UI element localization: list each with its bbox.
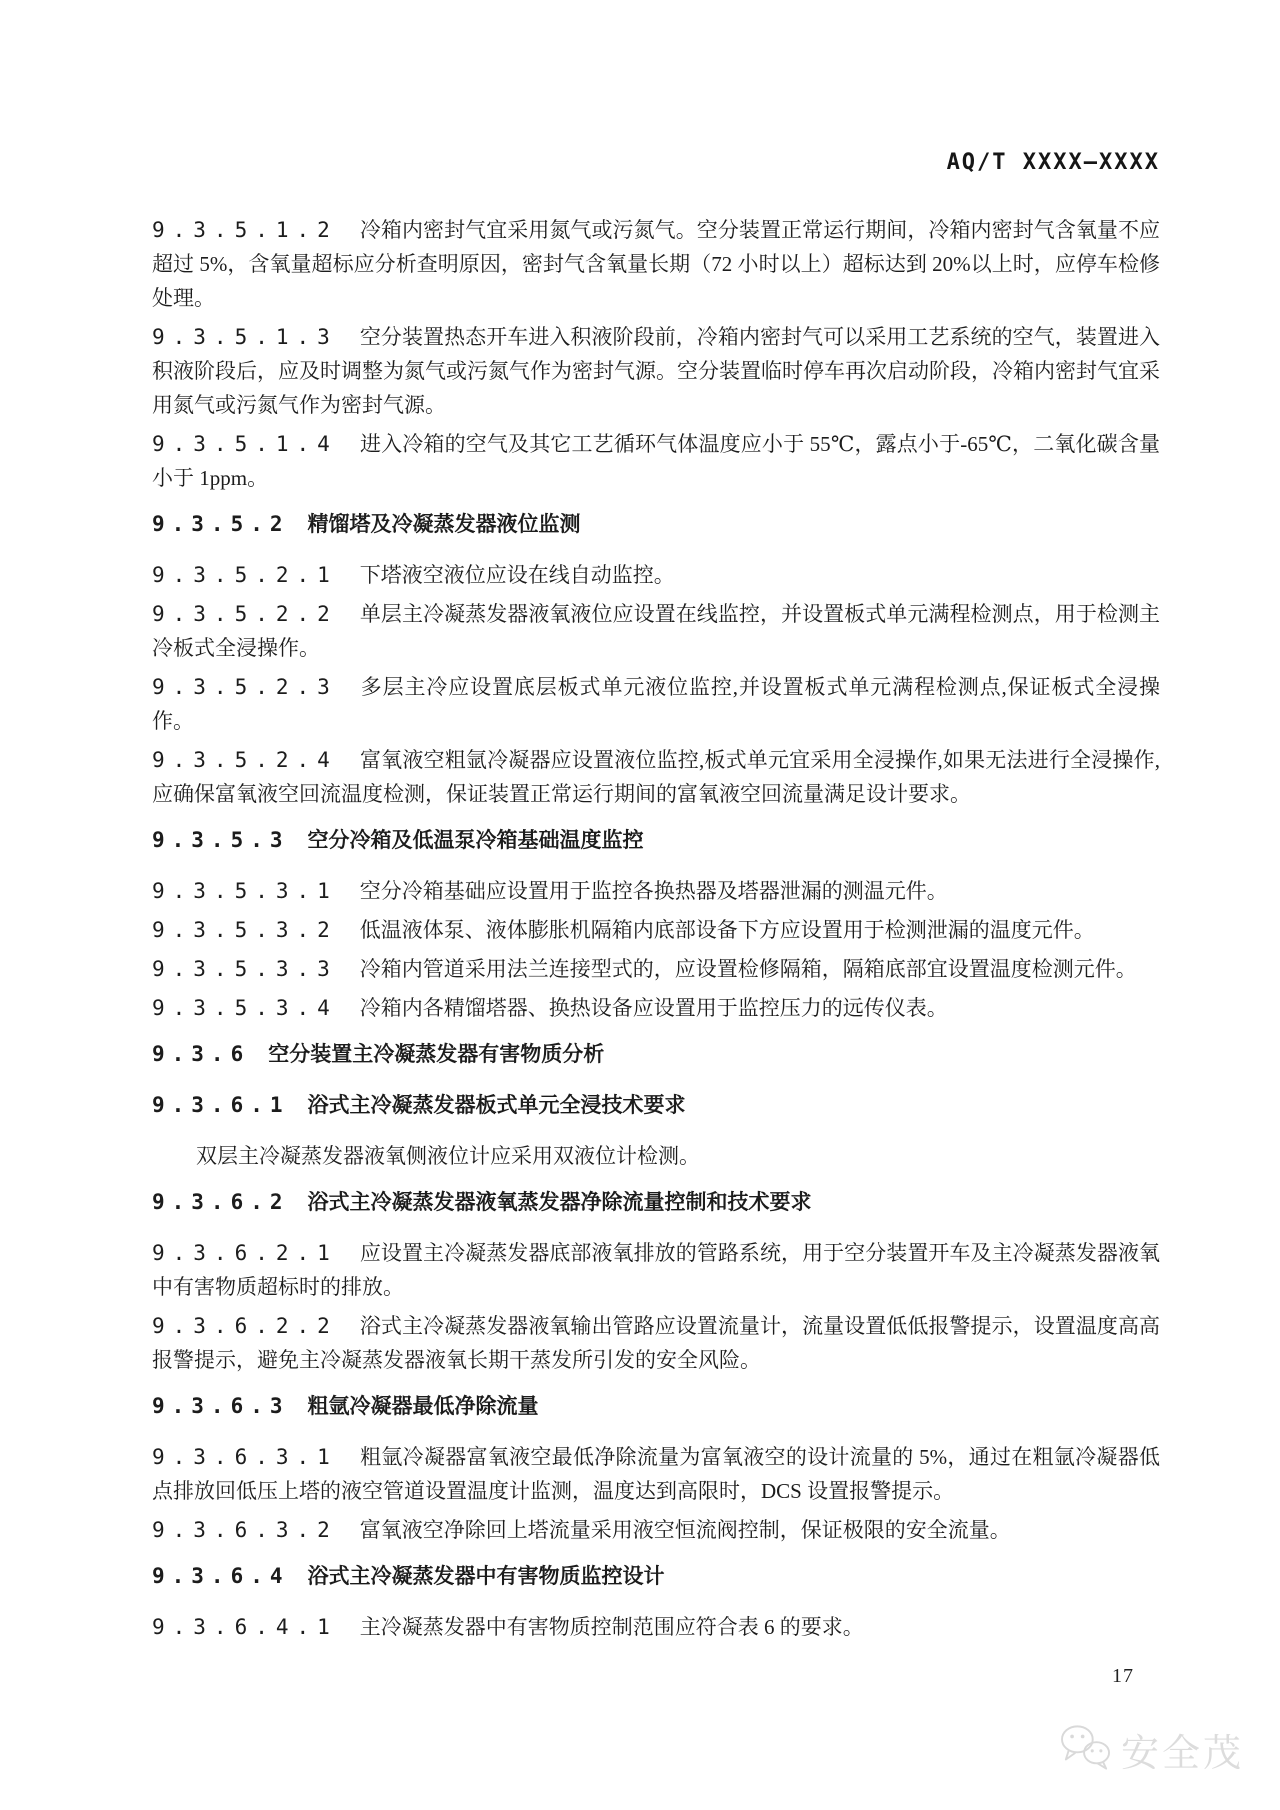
clause-text: 空分冷箱基础应设置用于监控各换热器及塔器泄漏的测温元件。 [359, 879, 948, 903]
clause-text: 富氧液空净除回上塔流量采用液空恒流阀控制，保证极限的安全流量。 [359, 1518, 1011, 1542]
clause-text: 浴式主冷凝蒸发器液氧蒸发器净除流量控制和技术要求 [307, 1191, 812, 1214]
clause-paragraph [152, 743, 1160, 811]
clause-number: 9.3.5.3.3 [152, 957, 338, 981]
clause-text: 冷箱内管道采用法兰连接型式的，应设置检修隔箱，隔箱底部宜设置温度检测元件。 [359, 957, 1137, 981]
clause-number: 9.3.5.1.2 [152, 218, 338, 242]
clause-text: 空分装置热态开车进入积液阶段前，冷箱内密封气可以采用工艺系统的空气，装置进入积液阶段后，应及时调整为氮气或污氮气作为密封气源。空分装置临时停车再次启动阶段，冷箱内密封气宜采用氮气或污氮气作为密封气源。 [152, 325, 1160, 417]
clause-text: 浴式主冷凝蒸发器中有害物质监控设计 [307, 1565, 665, 1588]
page-number: 17 [1112, 1665, 1134, 1687]
clause-paragraph [152, 427, 1160, 495]
clause-number: 9.3.6.2.2 [152, 1314, 338, 1338]
clause-paragraph [152, 1513, 1160, 1547]
clause-paragraph [152, 670, 1160, 738]
clause-number: 9.3.5.1.3 [152, 325, 338, 349]
clause-text: 应设置主冷凝蒸发器底部液氧排放的管路系统，用于空分装置开车及主冷凝蒸发器液氧中有害物质超标时的排放。 [152, 1241, 1160, 1299]
clause-text: 粗氩冷凝器富氧液空最低净除流量为富氧液空的设计流量的 5%，通过在粗氩冷凝器低点排放回低压上塔的液空管道设置温度计监测，温度达到高限时，DCS 设置报警提示。 [152, 1445, 1160, 1503]
clause-paragraph [152, 597, 1160, 665]
clause-number: 9.3.6.4 [152, 1564, 290, 1588]
clause-number: 9.3.5.2 [152, 512, 290, 536]
clause-number: 9.3.5.2.1 [152, 563, 338, 587]
clause-number: 9.3.6.2 [152, 1190, 290, 1214]
clause-number: 9.3.6.1 [152, 1093, 290, 1117]
section-heading [152, 507, 1160, 542]
clause-number: 9.3.6.4.1 [152, 1615, 338, 1639]
wechat-icon [1057, 1723, 1115, 1776]
clause-number: 9.3.6.3 [152, 1394, 290, 1418]
clause-text: 粗氩冷凝器最低净除流量 [307, 1395, 539, 1418]
clause-text: 多层主冷应设置底层板式单元液位监控,并设置板式单元满程检测点,保证板式全浸操作。 [152, 675, 1160, 733]
clause-number: 9.3.6.3.2 [152, 1518, 338, 1542]
clause-number: 9.3.6.3.1 [152, 1445, 338, 1469]
clause-number: 9.3.5.1.4 [152, 432, 338, 456]
clause-text: 浴式主冷凝蒸发器液氧输出管路应设置流量计，流量设置低低报警提示，设置温度高高报警提示，避免主冷凝蒸发器液氧长期干蒸发所引发的安全风险。 [152, 1314, 1160, 1372]
clause-paragraph [152, 558, 1160, 592]
document-body [152, 213, 1160, 1649]
section-heading [152, 823, 1160, 858]
clause-number: 9.3.5.3.1 [152, 879, 338, 903]
clause-paragraph [152, 1440, 1160, 1508]
clause-text: 浴式主冷凝蒸发器板式单元全浸技术要求 [307, 1094, 686, 1117]
clause-text: 双层主冷凝蒸发器液氧侧液位计应采用双液位计检测。 [196, 1144, 700, 1168]
watermark [1057, 1722, 1244, 1777]
clause-text: 富氧液空粗氩冷凝器应设置液位监控,板式单元宜采用全浸操作,如果无法进行全浸操作,应确保富氧液空回流温度检测，保证装置正常运行期间的富氧液空回流量满足设计要求。 [152, 748, 1160, 806]
clause-paragraph [152, 991, 1160, 1025]
clause-paragraph [152, 213, 1160, 315]
watermark-text: 安全茂 [1120, 1733, 1244, 1775]
clause-text: 低温液体泵、液体膨胀机隔箱内底部设备下方应设置用于检测泄漏的温度元件。 [359, 918, 1095, 942]
clause-text: 空分装置主冷凝蒸发器有害物质分析 [268, 1043, 605, 1066]
clause-paragraph [152, 913, 1160, 947]
clause-number: 9.3.6 [152, 1042, 251, 1066]
section-heading [152, 1389, 1160, 1424]
clause-text: 进入冷箱的空气及其它工艺循环气体温度应小于 55℃，露点小于-65℃，二氧化碳含量小于 1ppm。 [152, 432, 1160, 490]
section-heading [152, 1185, 1160, 1220]
clause-number: 9.3.5.3.2 [152, 918, 338, 942]
section-heading [152, 1559, 1160, 1594]
clause-paragraph [152, 874, 1160, 908]
clause-text: 下塔液空液位应设在线自动监控。 [359, 563, 675, 587]
clause-text: 冷箱内各精馏塔器、换热设备应设置用于监控压力的远传仪表。 [359, 996, 948, 1020]
clause-number: 9.3.6.2.1 [152, 1241, 338, 1265]
clause-paragraph [152, 1610, 1160, 1644]
clause-paragraph [152, 952, 1160, 986]
clause-paragraph [152, 1236, 1160, 1304]
clause-paragraph [152, 320, 1160, 422]
clause-text: 冷箱内密封气宜采用氮气或污氮气。空分装置正常运行期间，冷箱内密封气含氧量不应超过 5%，含氧量超标应分析查明原因，密封气含氧量长期（72 小时以上）超标达到 20%以上时，应停车检修处理。 [152, 218, 1160, 310]
clause-paragraph [152, 1309, 1160, 1377]
clause-number: 9.3.5.3.4 [152, 996, 338, 1020]
clause-number: 9.3.5.2.3 [152, 675, 338, 699]
clause-text: 单层主冷凝蒸发器液氧液位应设置在线监控，并设置板式单元满程检测点，用于检测主冷板式全浸操作。 [152, 602, 1160, 660]
clause-text: 空分冷箱及低温泵冷箱基础温度监控 [307, 829, 644, 852]
document-code-header: AQ/T XXXX—XXXX [946, 150, 1160, 175]
clause-number: 9.3.5.2.2 [152, 602, 338, 626]
clause-text: 精馏塔及冷凝蒸发器液位监测 [307, 513, 581, 536]
section-heading [152, 1088, 1160, 1123]
clause-number: 9.3.5.2.4 [152, 748, 338, 772]
clause-text: 主冷凝蒸发器中有害物质控制范围应符合表 6 的要求。 [359, 1615, 864, 1639]
section-heading [152, 1037, 1160, 1072]
body-paragraph [152, 1139, 1160, 1173]
clause-number: 9.3.5.3 [152, 828, 290, 852]
